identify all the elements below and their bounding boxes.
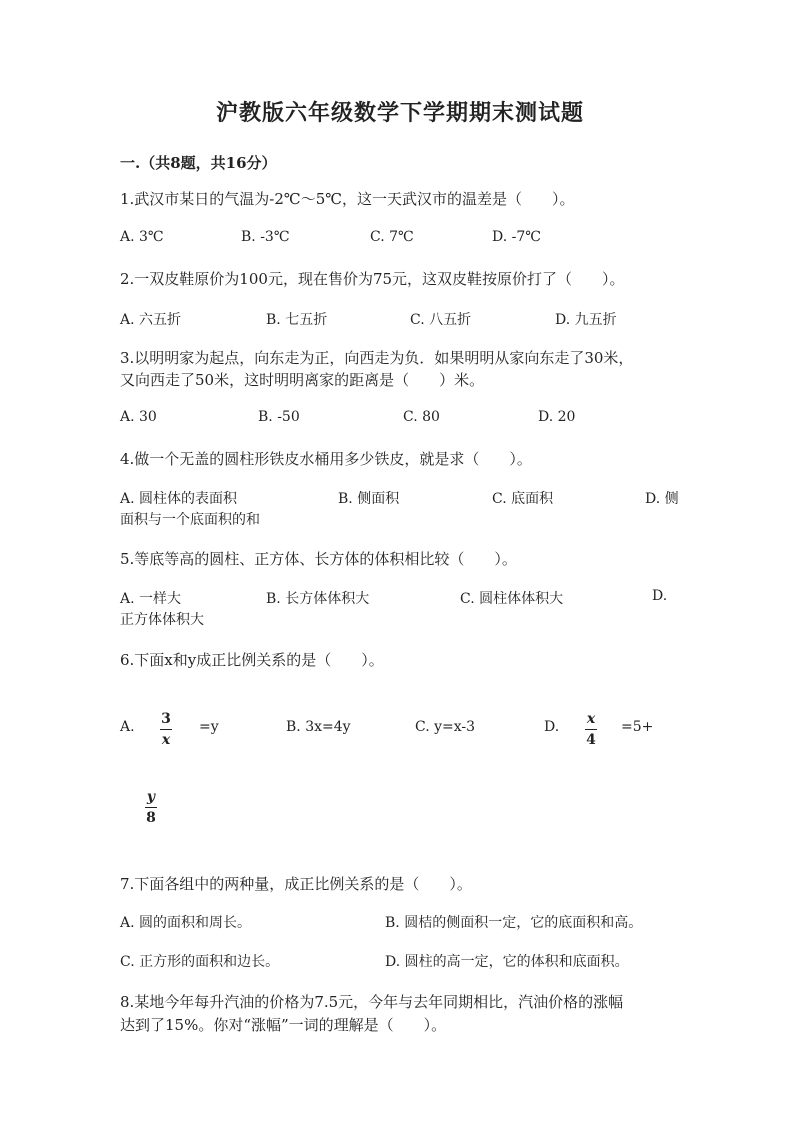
fraction-numerator: y [146, 789, 156, 805]
q5-option-a: A. 一样大 [120, 591, 182, 607]
q1-option-a: A. 3℃ [120, 229, 164, 245]
fraction-bar [160, 729, 172, 730]
q4-option-c: C. 底面积 [492, 491, 554, 507]
q2-option-d: D. 九五折 [555, 312, 617, 328]
question-8-line-2: 达到了15%。你对“涨幅”一词的理解是（ ）。 [120, 1016, 447, 1034]
q7-option-b: B. 圆桔的侧面积一定，它的底面积和高。 [385, 915, 643, 931]
q2-option-c: C. 八五折 [410, 312, 472, 328]
q4-option-d: D. 侧 [645, 491, 679, 507]
fraction-bar [145, 807, 157, 808]
page-title: 沪教版六年级数学下学期期末测试题 [215, 100, 584, 126]
question-7: 7.下面各组中的两种量，成正比例关系的是（ ）。 [120, 875, 472, 893]
question-6: 6.下面x和y成正比例关系的是（ ）。 [120, 651, 384, 669]
q6-option-d-rest: =5+ [621, 719, 654, 735]
q6-option-b: B. 3x=4y [286, 719, 351, 735]
q7-option-a: A. 圆的面积和周长。 [120, 915, 252, 931]
fraction-denominator: x [161, 732, 171, 748]
q1-option-c: C. 7℃ [370, 229, 414, 245]
q4-option-b: B. 侧面积 [338, 491, 400, 507]
question-5: 5.等底等高的圆柱、正方体、长方体的体积相比较（ ）。 [120, 550, 517, 568]
question-2: 2.一双皮鞋原价为100元，现在售价为75元，这双皮鞋按原价打了（ ）。 [120, 270, 625, 288]
q5-option-b: B. 长方体体积大 [266, 591, 370, 607]
q6-option-d-label: D. [544, 719, 560, 735]
question-4: 4.做一个无盖的圆柱形铁皮水桶用多少铁皮，就是求（ ）。 [120, 450, 532, 468]
q7-option-c: C. 正方形的面积和边长。 [120, 954, 280, 970]
question-3-line-2: 又向西走了50米，这时明明离家的距离是（ ）米。 [120, 371, 485, 389]
q1-option-d: D. -7℃ [492, 229, 541, 245]
q3-option-d: D. 20 [538, 409, 576, 425]
fraction-denominator: 8 [146, 810, 156, 826]
q3-option-a: A. 30 [120, 409, 157, 425]
q2-option-a: A. 六五折 [120, 312, 182, 328]
q5-option-d: D. [652, 588, 668, 604]
q6-option-c: C. y=x-3 [415, 719, 476, 735]
question-1: 1.武汉市某日的气温为-2℃～5℃，这一天武汉市的温差是（ ）。 [120, 190, 575, 208]
question-8-line-1: 8.某地今年每升汽油的价格为7.5元，今年与去年同期相比，汽油价格的涨幅 [120, 993, 624, 1011]
q1-option-b: B. -3℃ [241, 229, 290, 245]
q4-option-a: A. 圆柱体的表面积 [120, 491, 238, 507]
q6-option-a-label: A. [120, 719, 135, 735]
q2-option-b: B. 七五折 [266, 312, 328, 328]
q6-option-a-fraction [160, 711, 172, 748]
q3-option-c: C. 80 [403, 409, 440, 425]
q7-option-d: D. 圆柱的高一定，它的体积和底面积。 [385, 954, 629, 970]
fraction-numerator: 3 [161, 711, 171, 727]
q6-option-d-fraction [585, 711, 597, 748]
fraction-denominator: 4 [586, 732, 596, 748]
fraction-bar [585, 729, 597, 730]
question-3-line-1: 3.以明明家为起点，向东走为正，向西走为负．如果明明从家向东走了30米， [120, 349, 634, 367]
q6-option-d-fraction-2 [145, 789, 157, 826]
q6-option-a-rest: =y [199, 719, 219, 735]
q4-option-d-wrap: 面积与一个底面积的和 [120, 512, 260, 528]
q3-option-b: B. -50 [258, 409, 300, 425]
fraction-numerator: x [586, 711, 596, 727]
section-heading: 一.（共8题，共16分） [120, 154, 277, 172]
q5-option-c: C. 圆柱体体积大 [460, 591, 564, 607]
q5-option-d-wrap: 正方体体积大 [120, 612, 204, 628]
